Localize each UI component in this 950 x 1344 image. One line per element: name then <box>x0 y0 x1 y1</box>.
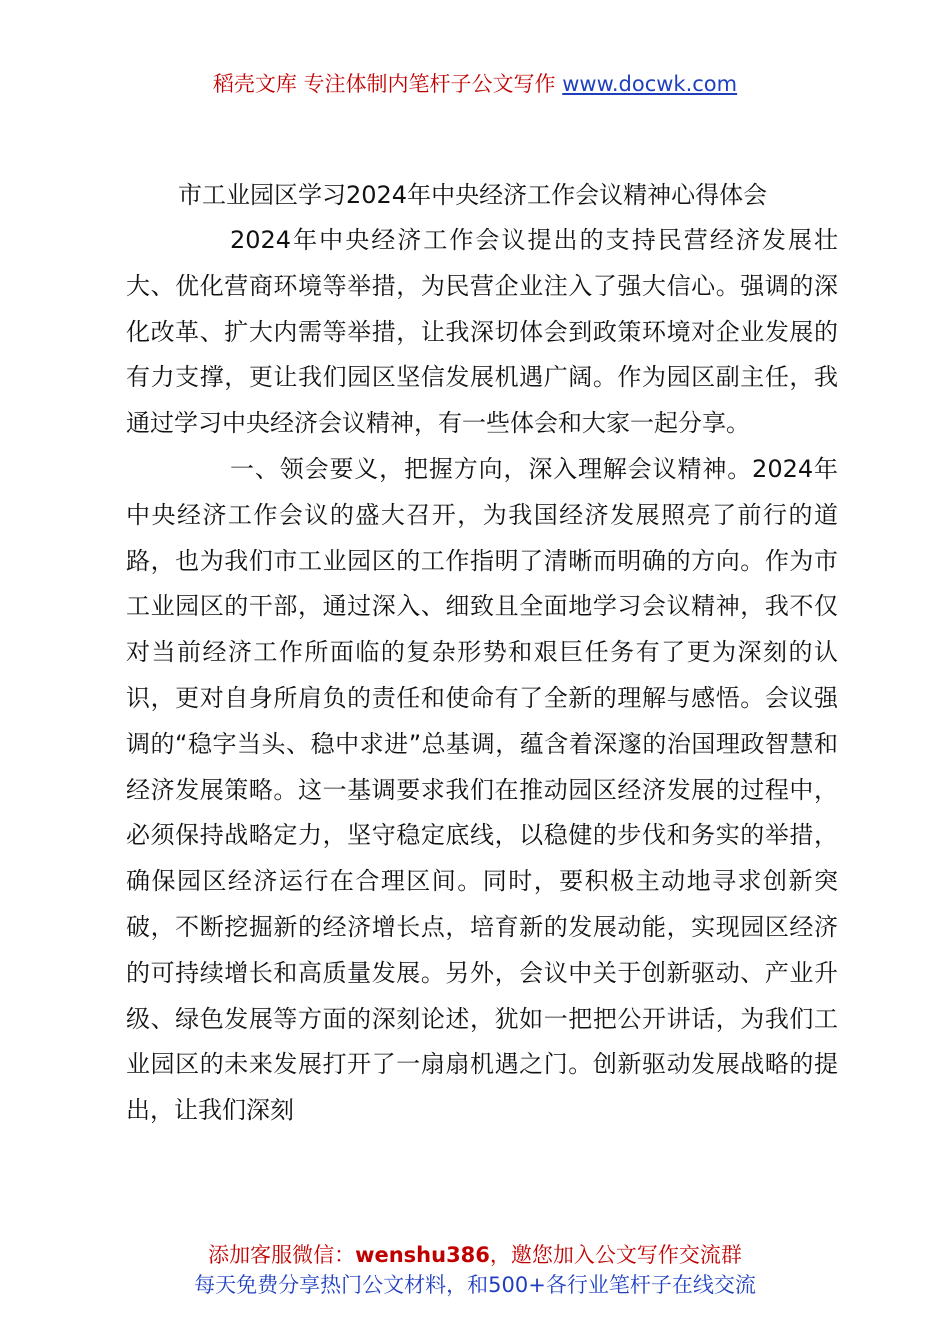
footer-wechat-prefix: 添加客服微信： <box>208 1243 356 1267</box>
paragraph-intro: 2024年中央经济工作会议提出的支持民营经济发展壮大、优化营商环境等举措，为民营企业注入了强大信心。强调的深化改革、扩大内需等举措，让我深切体会到政策环境对企业发展的有力支撑，更让我们园区坚信发展机遇广阔。作为园区副主任，我通过学习中央经济会议精神，有一些体会和大家一起分享。 <box>126 226 838 438</box>
header-brand-text: 稻壳文库 专注体制内笔杆子公文写作 <box>212 72 556 96</box>
footer-line-wechat <box>0 1240 950 1270</box>
page-header <box>0 70 950 98</box>
document-title: 市工业园区学习2024年中央经济工作会议精神心得体会 <box>178 181 768 209</box>
footer-line-share: 每天免费分享热门公文材料，和500+各行业笔杆子在线交流 <box>194 1273 756 1297</box>
footer-wechat-suffix: ，邀您加入公文写作交流群 <box>489 1243 742 1267</box>
document-body <box>126 172 838 1134</box>
footer-wechat-id: wenshu386 <box>355 1243 490 1267</box>
paragraph-section-one: 一、领会要义，把握方向，深入理解会议精神。2024年中央经济工作会议的盛大召开，为我国经济发展照亮了前行的道路，也为我们市工业园区的工作指明了清晰而明确的方向。作为市工业园区的干部，通过深入、细致且全面地学习会议精神，我不仅对当前经济工作所面临的复杂形势和艰巨任务有了更为深刻的认识，更对自身所肩负的责任和使命有了全新的理解与感悟。会议强调的“稳字当头、稳中求进”总基调，蕴含着深邃的治国理政智慧和经济发展策略。这一基调要求我们在推动园区经济发展的过程中，必须保持战略定力，坚守稳定底线，以稳健的步伐和务实的举措，确保园区经济运行在合理区间。同时，要积极主动地寻求创新突破，不断挖掘新的经济增长点，培育新的发展动能，实现园区经济的可持续增长和高质量发展。另外，会议中关于创新驱动、产业升级、绿色发展等方面的深刻论述，犹如一把把公开讲话，为我们工业园区的未来发展打开了一扇扇机遇之门。创新驱动发展战略的提出，让我们深刻 <box>126 454 838 1125</box>
page-footer <box>0 1240 950 1300</box>
header-url-link[interactable]: www.docwk.com <box>562 72 738 96</box>
